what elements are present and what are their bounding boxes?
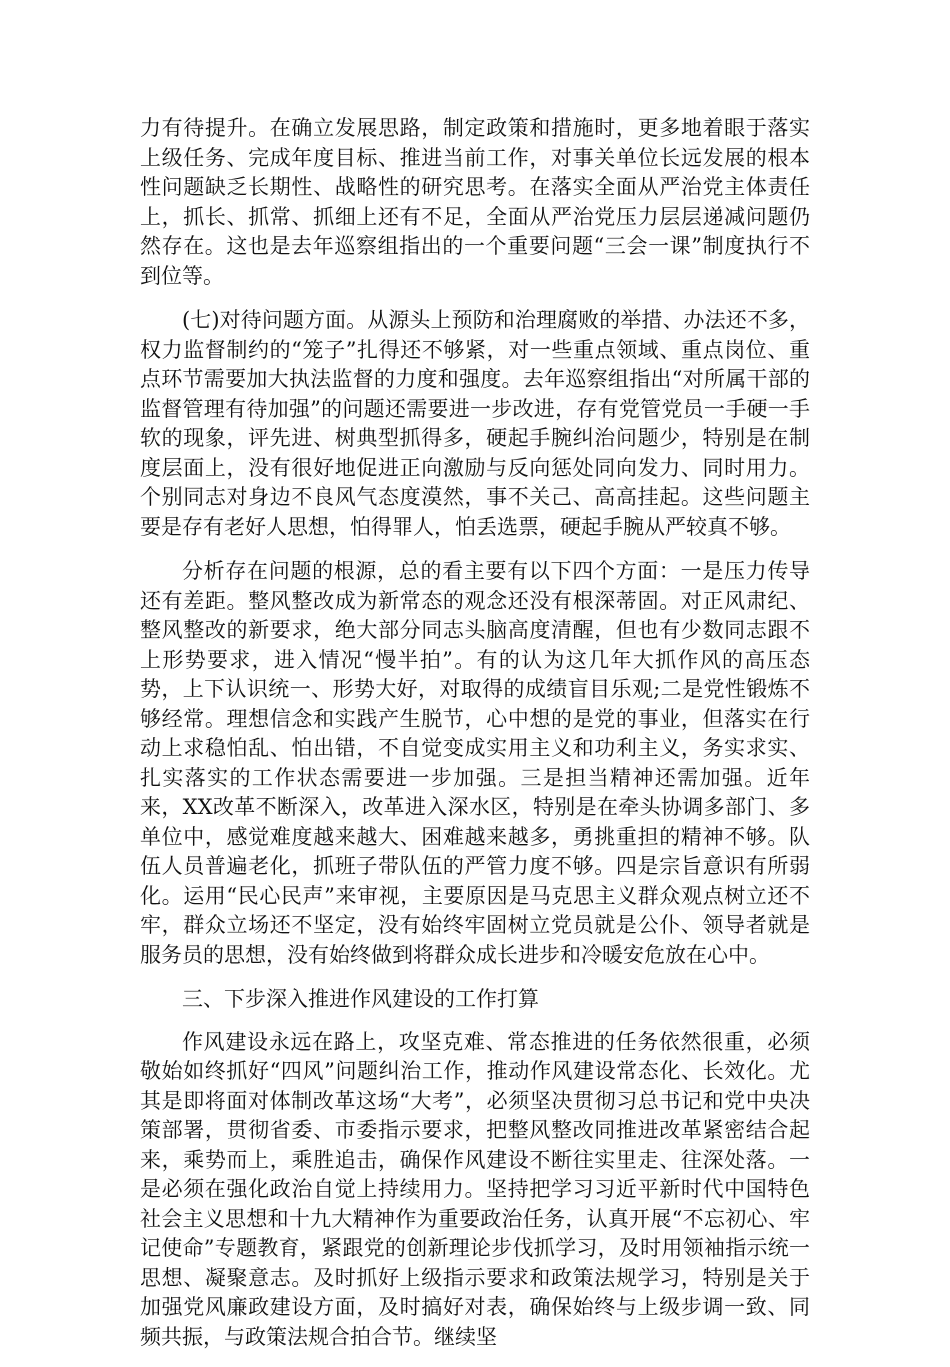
paragraph-problem-attitude: (七)对待问题方面。从源头上预防和治理腐败的举措、办法还不多，权力监督制约的“笼子”扎得还不够紧，对一些重点领域、重点岗位、重点环节需要加大执法监督的力度和强度。去年巡察组指出“对所属干部的监督管理有待加强”的问题还需要进一步改进，存有党管党员一手硬一手软的现象，评先进、树典型抓得多，硬起手腕纠治问题少，特别是在制度层面上，没有很好地促进正向激励与反向惩处同向发力、同时用力。个别同志对身边不良风气态度漠然，事不关己、高高挂起。这些问题主要是存有老好人思想，怕得罪人，怕丢选票，硬起手腕从严较真不够。 [140,308,810,539]
paragraph-continued: 力有待提升。在确立发展思路，制定政策和措施时，更多地着眼于落实上级任务、完成年度目标、推进当前工作，对事关单位长远发展的根本性问题缺乏长期性、战略性的研究思考。在落实全面从严治党主体责任上，抓长、抓常、抓细上还有不足，全面从严治党压力层层递减问题仍然存在。这也是去年巡察组指出的一个重要问题“三会一课”制度执行不到位等。 [140,116,810,288]
section-heading: 三、下步深入推进作风建设的工作打算 [182,987,539,1011]
document-page [140,114,810,1367]
paragraph-root-cause-analysis: 分析存在问题的根源，总的看主要有以下四个方面：一是压力传导还有差距。整风整改成为新常态的观念还没有根深蒂固。对正风肃纪、整风整改的新要求，绝大部分同志头脑高度清醒，但也有少数同志跟不上形势要求，进入情况“慢半拍”。有的认为这几年大抓作风的高压态势，上下认识统一、形势大好，对取得的成绩盲目乐观;二是党性锻炼不够经常。理想信念和实践产生脱节，心中想的是党的事业，但落实在行动上求稳怕乱、怕出错，不自觉变成实用主义和功利主义，务实求实、扎实落实的工作状态需要进一步加强。三是担当精神还需加强。近年来，XX改革不断深入，改革进入深水区，特别是在牵头协调多部门、多单位中，感觉难度越来越大、困难越来越多，勇挑重担的精神不够。队伍人员普遍老化，抓班子带队伍的严管力度不够。四是宗旨意识有所弱化。运用“民心民声”来审视，主要原因是马克思主义群众观点树立还不牢，群众立场还不坚定，没有始终牢固树立党员就是公仆、领导者就是服务员的思想，没有始终做到将群众成长进步和冷暖安危放在心中。 [140,559,810,967]
paragraph-work-plan: 作风建设永远在路上，攻坚克难、常态推进的任务依然很重，必须敬始如终抓好“四风”问题纠治工作，推动作风建设常态化、长效化。尤其是即将面对体制改革这场“大考”，必须坚决贯彻习总书记和党中央决策部署，贯彻省委、市委指示要求，把整风整改同推进改革紧密结合起来，乘势而上，乘胜追击，确保作风建设不断往实里走、往深处落。一是必须在强化政治自觉上持续用力。坚持把学习习近平新时代中国特色社会主义思想和十九大精神作为重要政治任务，认真开展“不忘初心、牢记使命”专题教育，紧跟党的创新理论步伐抓学习，及时用领袖指示统一思想、凝聚意志。及时抓好上级指示要求和政策法规学习，特别是关于加强党风廉政建设方面，及时搞好对表，确保始终与上级步调一致、同频共振，与政策法规合拍合节。继续坚 [140,1029,810,1349]
